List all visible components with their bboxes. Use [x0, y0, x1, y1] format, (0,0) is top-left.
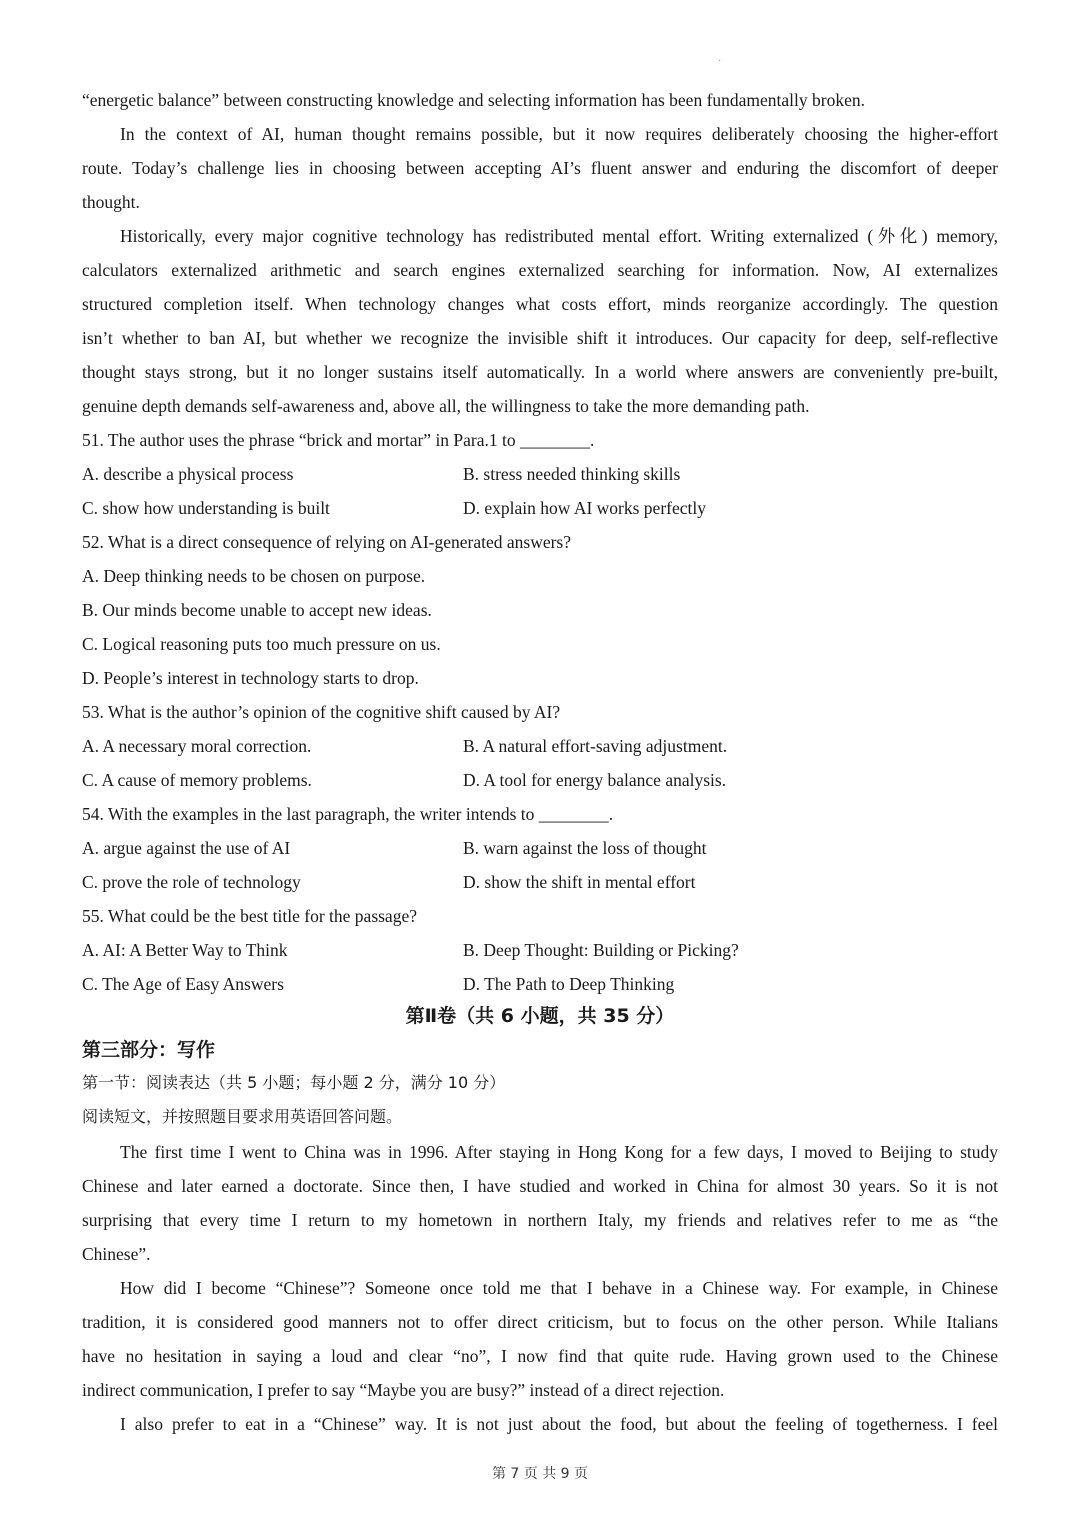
option-c: C. The Age of Easy Answers	[82, 974, 284, 994]
passage-line: indirect communication, I prefer to say “Maybe you are busy?” instead of a direct rejection.	[82, 1380, 725, 1400]
option-b: B. Our minds become unable to accept new ideas.	[82, 600, 432, 620]
passage-line: “energetic balance” between constructing knowledge and selecting information has been fundamentally broken.	[82, 90, 865, 110]
question-stem: 55. What could be the best title for the passage?	[82, 906, 417, 926]
passage-line: I also prefer to eat in a “Chinese” way. It is not just about the food, but about the feeling of togetherness. I feel	[120, 1414, 998, 1434]
section-title: 第Ⅱ卷（共 6 小题，共 35 分）	[405, 1005, 675, 1027]
passage-line: tradition, it is considered good manners not to offer direct criticism, but to focus on the other person. While Italians	[82, 1312, 998, 1332]
passage-line: calculators externalized arithmetic and search engines externalized searching for information. Now, AI externalizes	[82, 260, 998, 280]
option-d: D. A tool for energy balance analysis.	[463, 770, 727, 790]
option-b: B. warn against the loss of thought	[463, 838, 707, 858]
passage-line: Historically, every major cognitive technology has redistributed mental effort. Writing externalized (外化) memory,	[120, 226, 998, 246]
passage-line: thought.	[82, 192, 140, 212]
option-c: C. A cause of memory problems.	[82, 770, 312, 790]
option-a: A. Deep thinking needs to be chosen on purpose.	[82, 566, 426, 586]
option-d: D. show the shift in mental effort	[463, 872, 696, 892]
page-footer: 第 7 页 共 9 页	[491, 1466, 589, 1482]
option-a: A. AI: A Better Way to Think	[82, 940, 288, 960]
passage-line: How did I become “Chinese”? Someone once told me that I behave in a Chinese way. For example, in Chinese	[120, 1278, 998, 1298]
header-mark: ·	[718, 56, 722, 67]
passage-line: isn’t whether to ban AI, but whether we recognize the invisible shift it introduces. Our capacity for deep, self-reflective	[82, 328, 998, 348]
option-d: D. explain how AI works perfectly	[463, 498, 706, 518]
option-b: B. A natural effort-saving adjustment.	[463, 736, 728, 756]
option-d: D. People’s interest in technology starts to drop.	[82, 668, 419, 688]
passage-line: have no hesitation in saying a loud and clear “no”, I now find that quite rude. Having grown used to the Chinese	[82, 1346, 998, 1366]
instruction-text: 阅读短文，并按照题目要求用英语回答问题。	[82, 1107, 403, 1126]
passage-line: structured completion itself. When technology changes what costs effort, minds reorganize accordingly. The question	[82, 294, 998, 314]
passage-line: route. Today’s challenge lies in choosing between accepting AI’s fluent answer and enduring the discomfort of deeper	[82, 158, 998, 178]
subsection-heading: 第一节：阅读表达（共 5 小题；每小题 2 分，满分 10 分）	[82, 1073, 506, 1092]
option-a: A. argue against the use of AI	[82, 838, 291, 858]
question-stem: 54. With the examples in the last paragraph, the writer intends to ________.	[82, 804, 614, 824]
passage-line: genuine depth demands self-awareness and, above all, the willingness to take the more demanding path.	[82, 396, 810, 416]
passage-line: surprising that every time I return to my hometown in northern Italy, my friends and relatives refer to me as “the	[82, 1210, 998, 1230]
question-stem: 52. What is a direct consequence of relying on AI-generated answers?	[82, 532, 572, 552]
option-c: C. show how understanding is built	[82, 498, 330, 518]
passage-line: The first time I went to China was in 1996. After staying in Hong Kong for a few days, I moved to Beijing to study	[120, 1142, 998, 1162]
question-stem: 53. What is the author’s opinion of the cognitive shift caused by AI?	[82, 702, 561, 722]
passage-line: Chinese and later earned a doctorate. Since then, I have studied and worked in China for almost 30 years. So it is not	[82, 1176, 998, 1196]
option-d: D. The Path to Deep Thinking	[463, 974, 675, 994]
option-c: C. prove the role of technology	[82, 872, 301, 892]
passage-line: In the context of AI, human thought remains possible, but it now requires deliberately choosing the higher-effort	[120, 124, 998, 144]
question-stem: 51. The author uses the phrase “brick and mortar” in Para.1 to ________.	[82, 430, 595, 450]
part-title: 第三部分：写作	[82, 1039, 216, 1061]
option-c: C. Logical reasoning puts too much pressure on us.	[82, 634, 441, 654]
option-b: B. stress needed thinking skills	[463, 464, 681, 484]
passage-line: thought stays strong, but it no longer sustains itself automatically. In a world where answers are conveniently pre-built,	[82, 362, 998, 382]
option-a: A. A necessary moral correction.	[82, 736, 312, 756]
option-b: B. Deep Thought: Building or Picking?	[463, 940, 739, 960]
option-a: A. describe a physical process	[82, 464, 294, 484]
passage-line: Chinese”.	[82, 1244, 151, 1264]
